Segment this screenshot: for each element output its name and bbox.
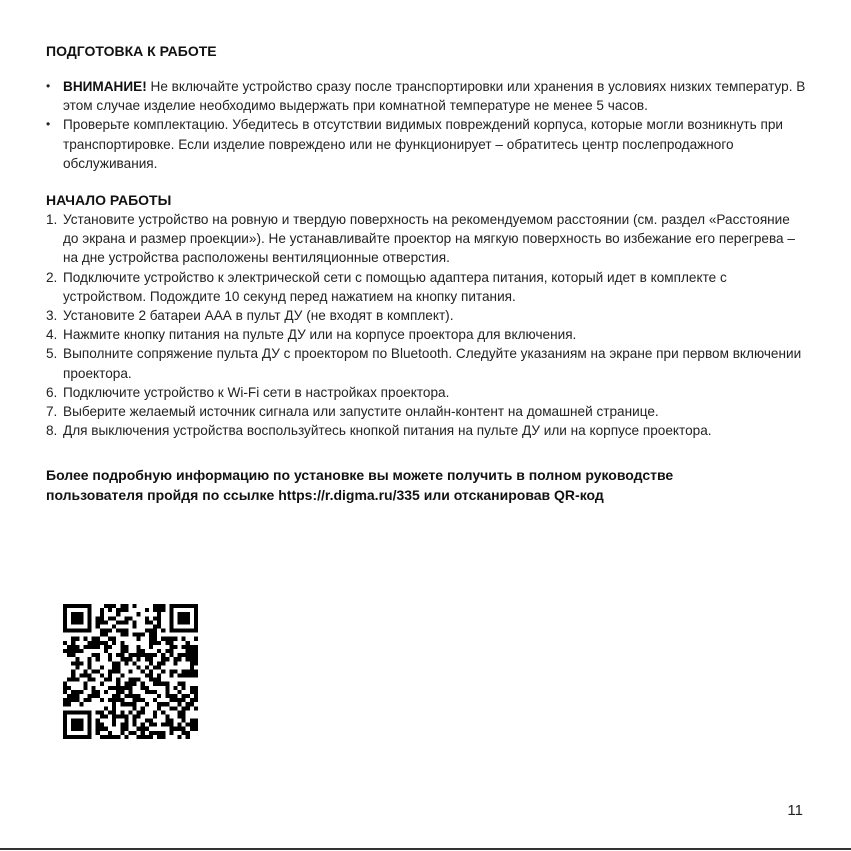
step-text: Для выключения устройства воспользуйтесь кнопкой питания на пульте ДУ или на корпусе проектора.: [63, 423, 712, 439]
step-number: 5.: [46, 346, 58, 362]
preparation-heading: ПОДГОТОВКА К РАБОТЕ: [46, 43, 217, 59]
page-number: 11: [787, 802, 803, 819]
step-number: 6.: [46, 384, 58, 400]
qr-code: [63, 604, 198, 739]
list-item: [46, 115, 806, 173]
more-info-text: Более подробную информацию по установке вы можете получить в полном руководстве пользователя пройдя по ссылке https://r.digma.ru/335 или отсканировав QR-код: [46, 467, 674, 504]
step-item: [46, 383, 806, 402]
step-number: 1.: [46, 212, 58, 228]
step-item: [46, 421, 806, 440]
start-steps-list: [46, 210, 806, 440]
step-item: [46, 268, 806, 306]
warning-label: ВНИМАНИЕ!: [63, 79, 147, 94]
preparation-section: [46, 42, 806, 173]
start-section: [46, 191, 806, 440]
step-text: Нажмите кнопку питания на пульте ДУ или на корпусе проектора для включения.: [63, 327, 577, 343]
preparation-list: [46, 77, 806, 173]
step-item: [46, 210, 806, 268]
step-number: 7.: [46, 404, 58, 420]
start-heading: НАЧАЛО РАБОТЫ: [46, 192, 172, 209]
step-text: Выберите желаемый источник сигнала или запустите онлайн-контент на домашней странице.: [63, 404, 659, 420]
step-text: Подключите устройство к электрической сети с помощью адаптера питания, который идет в комплекте с устройством. Подождите 10 секунд перед нажатием на кнопку питания.: [63, 269, 727, 304]
step-number: 3.: [46, 308, 58, 324]
warning-text: Не включайте устройство сразу после транспортировки или хранения в условиях низких температур. В этом случае изделие необходимо выдержать при комнатной температуре не менее 5 часов.: [63, 79, 806, 114]
step-text: Подключите устройство к Wi-Fi сети в настройках проектора.: [63, 384, 450, 400]
step-number: 8.: [46, 423, 58, 439]
step-item: [46, 325, 806, 344]
step-text: Установите устройство на ровную и твердую поверхность на рекомендуемом расстоянии (см. раздел «Расстояние до экрана и размер проекции»). Не устанавливайте проектор на мягкую поверхность во избежание его перегрева – на дне устройства расположены вентиляционные отверстия.: [63, 212, 795, 266]
manual-page: [46, 42, 806, 505]
bottom-rule: [0, 848, 851, 850]
step-text: Выполните сопряжение пульта ДУ с проектором по Bluetooth. Следуйте указаниям на экране при первом включении проектора.: [63, 346, 802, 381]
step-number: 2.: [46, 269, 58, 285]
step-text: Установите 2 батареи ААА в пульт ДУ (не входят в комплект).: [63, 308, 454, 324]
check-text: Проверьте комплектацию. Убедитесь в отсутствии видимых повреждений корпуса, которые могли возникнуть при транспортировке. Если изделие повреждено или не функционирует – обратитесь центр послепродажного обслуживания.: [63, 117, 784, 171]
step-item: [46, 344, 806, 382]
step-number: 4.: [46, 327, 58, 343]
step-item: [46, 306, 806, 325]
list-item: [46, 77, 806, 115]
step-item: [46, 402, 806, 421]
